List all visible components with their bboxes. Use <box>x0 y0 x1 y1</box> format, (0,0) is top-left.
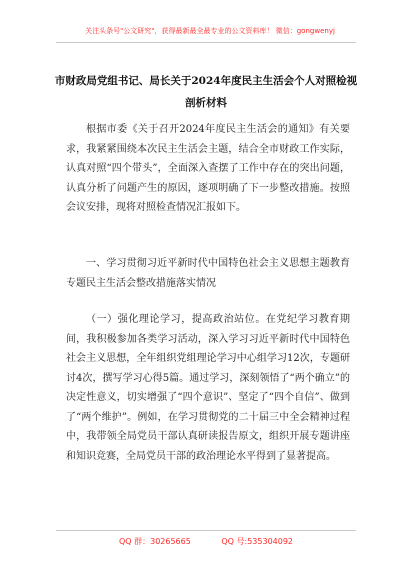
document-title: 市财政局党组书记、局长关于2024年度民主生活会个人对照检视剖析材料 <box>54 75 358 109</box>
paragraph-intro: 根据市委《关于召开2024年度民主生活会的通知》有关要求，我紧紧围绕本次民主生活会主题，结合全市财政工作实际，认真对照“四个带头”，全面深入查摆了工作中存在的突出问题，认真分析了问题产生的原因，逐项明确了下一步整改措施。按照会议安排，现将对照检查情况汇报如下。 <box>66 124 350 213</box>
header-divider <box>56 42 356 43</box>
footer-qq-number: QQ 号:535304092 <box>221 537 294 546</box>
header-banner: 关注头条号"公文研究"，获得最新最全最专业的公文资料库！ 微信：gongwenyj <box>85 27 335 35</box>
footer-divider <box>56 530 356 531</box>
section-heading: 一、学习贯彻习近平新时代中国特色社会主义思想主题教育专题民主生活会整改措施落实情况 <box>66 258 350 289</box>
paragraph-study: （一）强化理论学习，提高政治站位。在党纪学习教育期间，我积极参加各类学习活动，深入学习习近平新时代中国特色社会主义思想，全年组织党组理论学习中心组学习12次，专题研讨4次，撰写学习心得5篇。通过学习，深刻领悟了“两个确立”的决定性意义，切实增强了“四个意识”、坚定了“四个自信”、做到了“两个维护”。例如，在学习贯彻党的二十届三中全会精神过程中，我带领全局党员干部认真研读报告原文，组织开展专题讲座和知识竞赛，全局党员干部的政治理论水平得到了显著提高。 <box>66 314 350 462</box>
footer-qq-group: QQ 群：30265665 <box>118 537 191 546</box>
footer <box>56 536 356 547</box>
